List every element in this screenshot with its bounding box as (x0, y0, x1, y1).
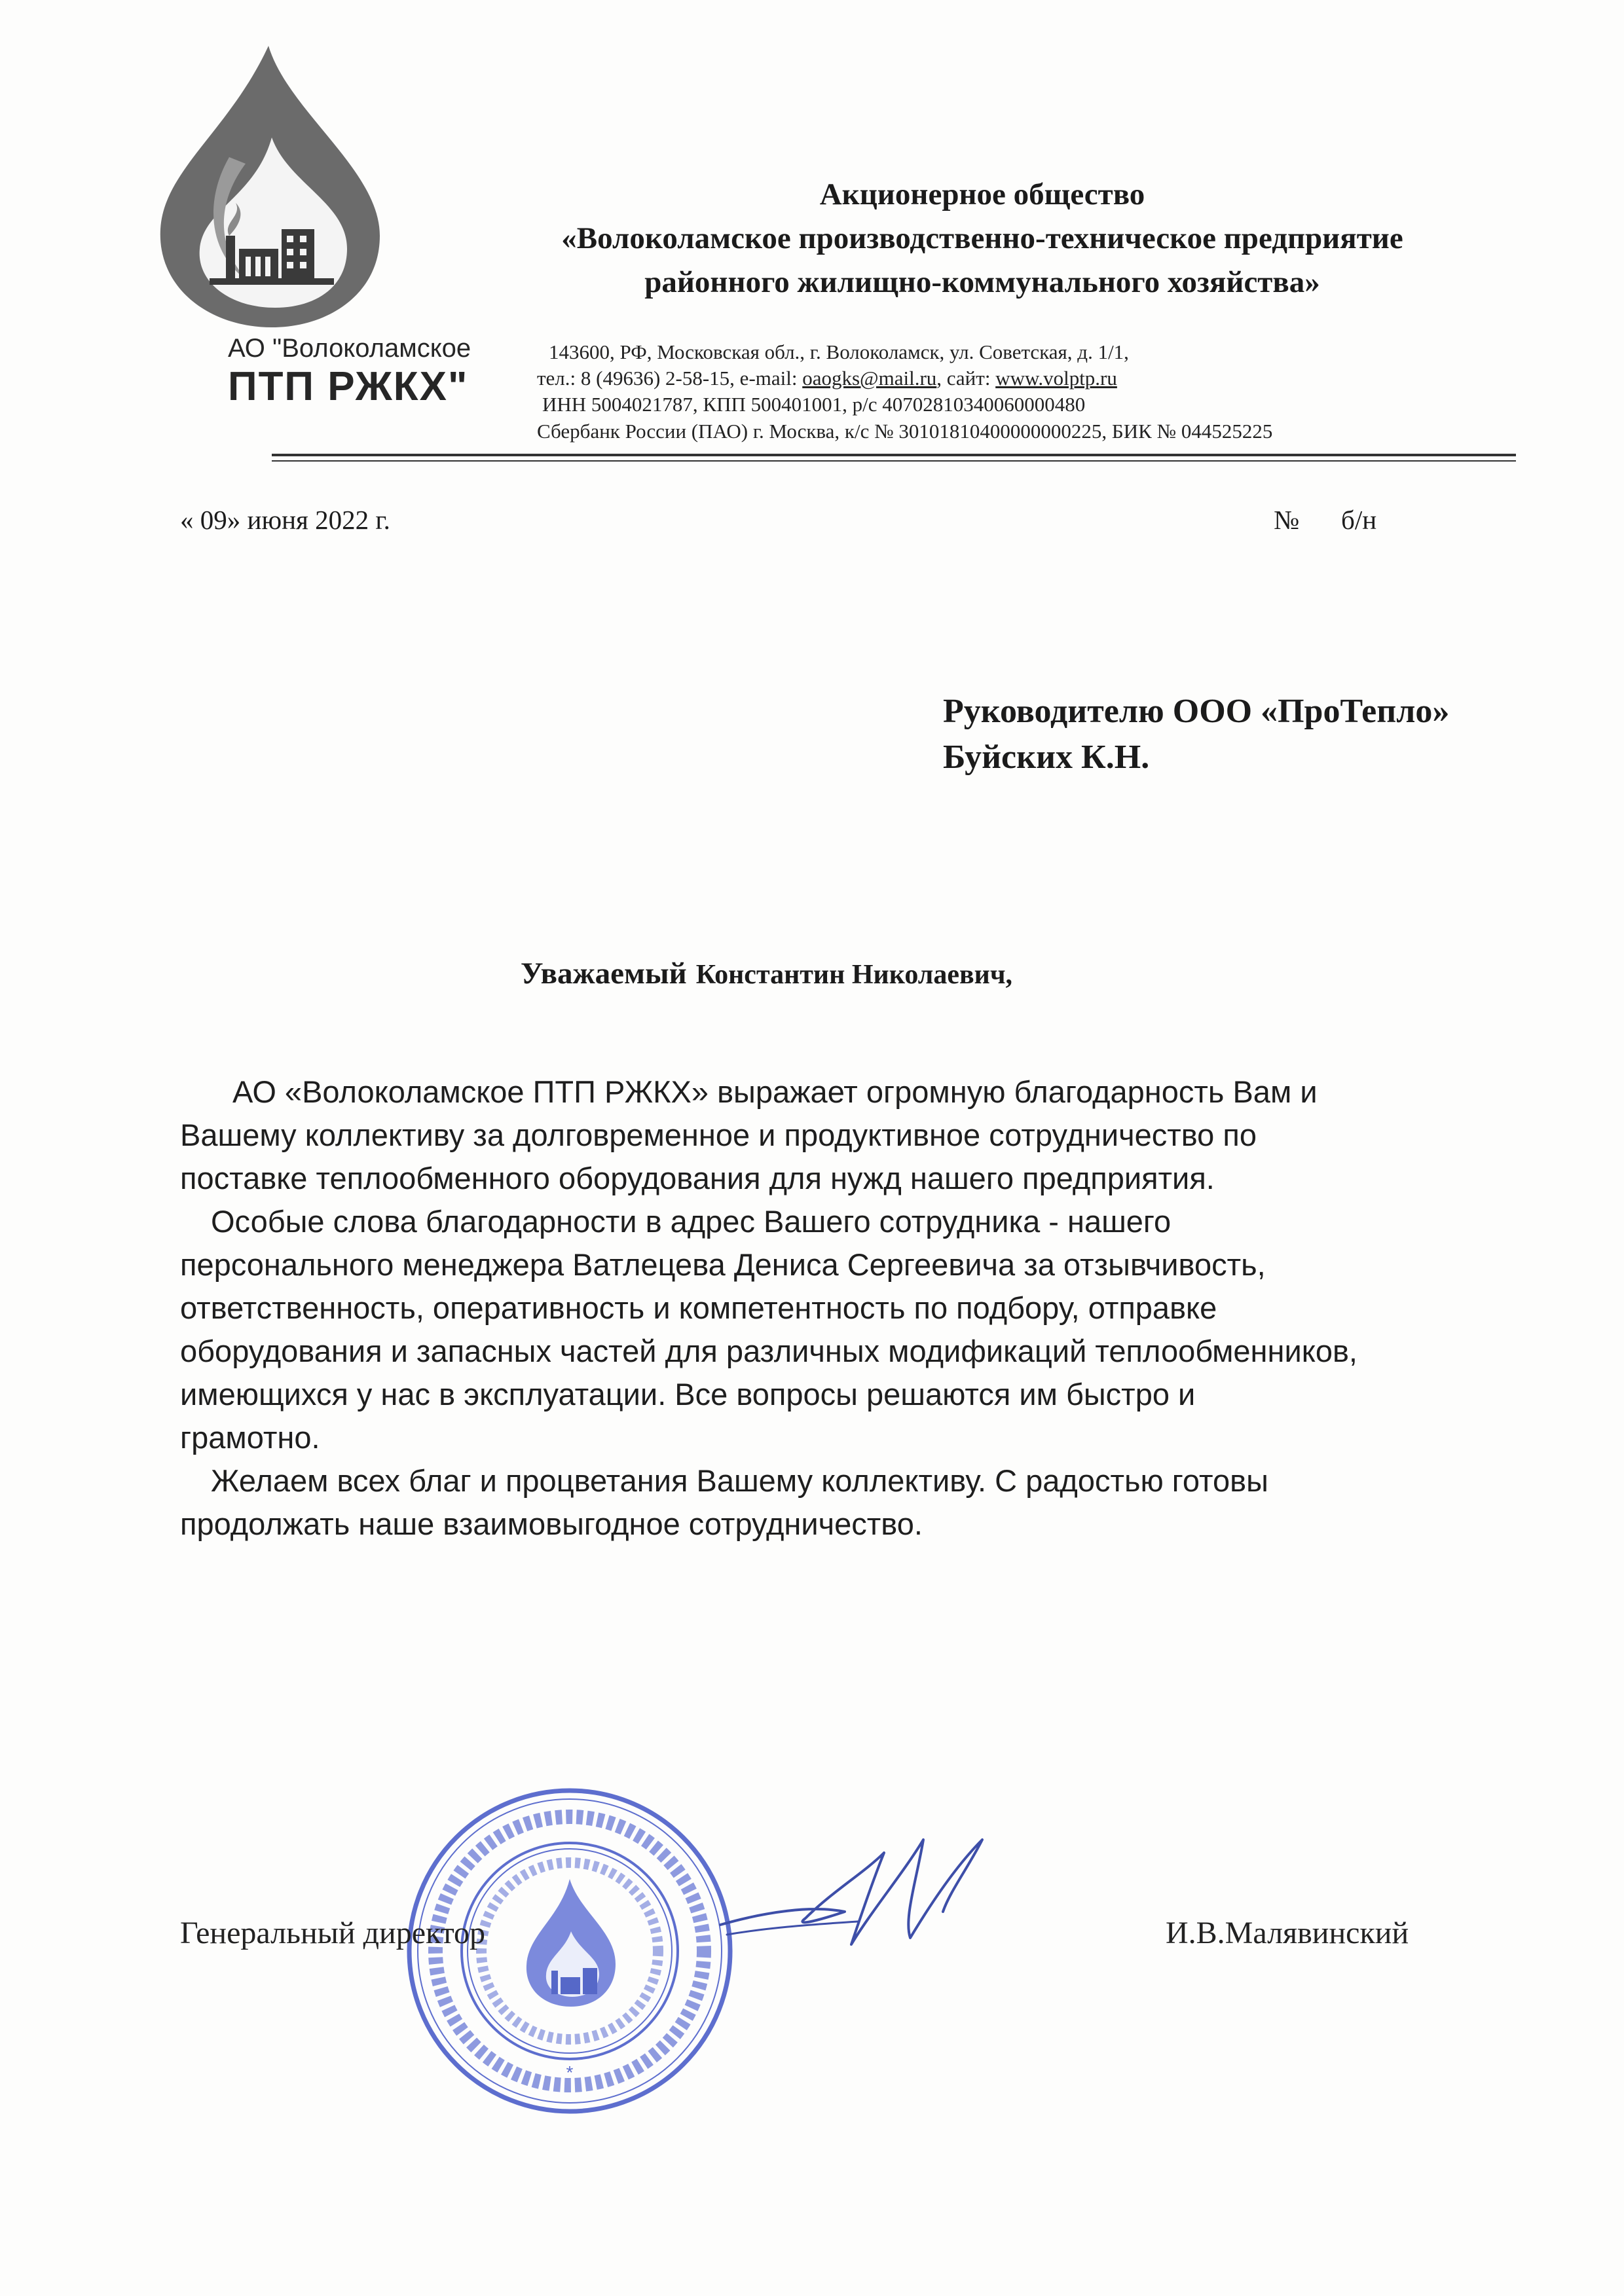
company-title-line2: «Волоколамское производственно-техническое предприятие (561, 221, 1403, 255)
logo-text-line2: ПТП РЖКХ" (228, 364, 469, 409)
letter-number-label: № (1274, 505, 1300, 535)
body-line: АО «Волоколамское ПТП РЖКХ» выражает огромную благодарность Вам и (232, 1074, 1318, 1109)
signature-icon (707, 1813, 1035, 1984)
body-line: поставке теплообменного оборудования для нужд нашего предприятия. (180, 1161, 1215, 1195)
body-line: Особые слова благодарности в адрес Вашего сотрудника - нашего (211, 1204, 1172, 1239)
header-divider-thick (272, 454, 1516, 456)
company-bank: Сбербанк России (ПАО) г. Москва, к/с № 30101810400000000225, БИК № 044525225 (537, 420, 1273, 443)
body-line: оборудования и запасных частей для различных модификаций теплообменников, (180, 1334, 1357, 1368)
company-title-line3: районного жилищно-коммунального хозяйства» (644, 265, 1320, 299)
salutation-greeting: Уважаемый (521, 957, 687, 991)
company-title-line1: Акционерное общество (819, 177, 1145, 211)
handwritten-signature (707, 1813, 1035, 1984)
water-drop-factory-icon (131, 39, 406, 334)
company-address: 143600, РФ, Московская обл., г. Волоколамск, ул. Советская, д. 1/1, (549, 340, 1129, 363)
signatory-title: Генеральный директор (180, 1916, 486, 1950)
body-line: продолжать наше взаимовыгодное сотрудничество. (180, 1506, 923, 1541)
company-logo (131, 39, 471, 409)
signatory-name: И.В.Малявинский (1166, 1916, 1409, 1950)
addressee-line2: Буйских К.Н. (943, 738, 1150, 776)
email-link[interactable]: oaogks@mail.ru (802, 367, 937, 390)
letter-date: « 09» июня 2022 г. (180, 505, 390, 535)
header-divider-thin (272, 460, 1516, 462)
phone-text: тел.: 8 (49636) 2-58-15, e-mail: (537, 367, 803, 390)
body-line: ответственность, оперативность и компетентность по подбору, отправке (180, 1290, 1217, 1325)
salutation (521, 956, 1012, 991)
body-line: имеющихся у нас в эксплуатации. Все вопросы решаются им быстро и (180, 1377, 1196, 1412)
body-line: Желаем всех благ и процветания Вашему коллективу. С радостью готовы (211, 1463, 1268, 1498)
site-label: , сайт: (936, 367, 996, 390)
letter-number-value: б/н (1341, 505, 1377, 535)
company-requisites: ИНН 5004021787, КПП 500401001, р/с 40702810340060000480 (542, 393, 1086, 416)
body-line: Вашему коллективу за долговременное и продуктивное сотрудничество по (180, 1118, 1257, 1152)
addressee-line1: Руководителю ООО «ПроТепло» (943, 693, 1450, 730)
body-line: грамотно. (180, 1420, 320, 1455)
stamp-seal-icon (399, 1781, 740, 2121)
svg-text:*: * (566, 2062, 574, 2083)
body-line: персонального менеджера Ватлецева Дениса Сергеевича за отзывчивость, (180, 1247, 1266, 1282)
company-contacts (537, 367, 1117, 390)
company-stamp (399, 1781, 740, 2121)
salutation-name: Константин Николаевич, (695, 960, 1013, 990)
website-link[interactable]: www.volptp.ru (995, 367, 1117, 390)
logo-text-line1: АО "Волоколамское (228, 334, 471, 363)
